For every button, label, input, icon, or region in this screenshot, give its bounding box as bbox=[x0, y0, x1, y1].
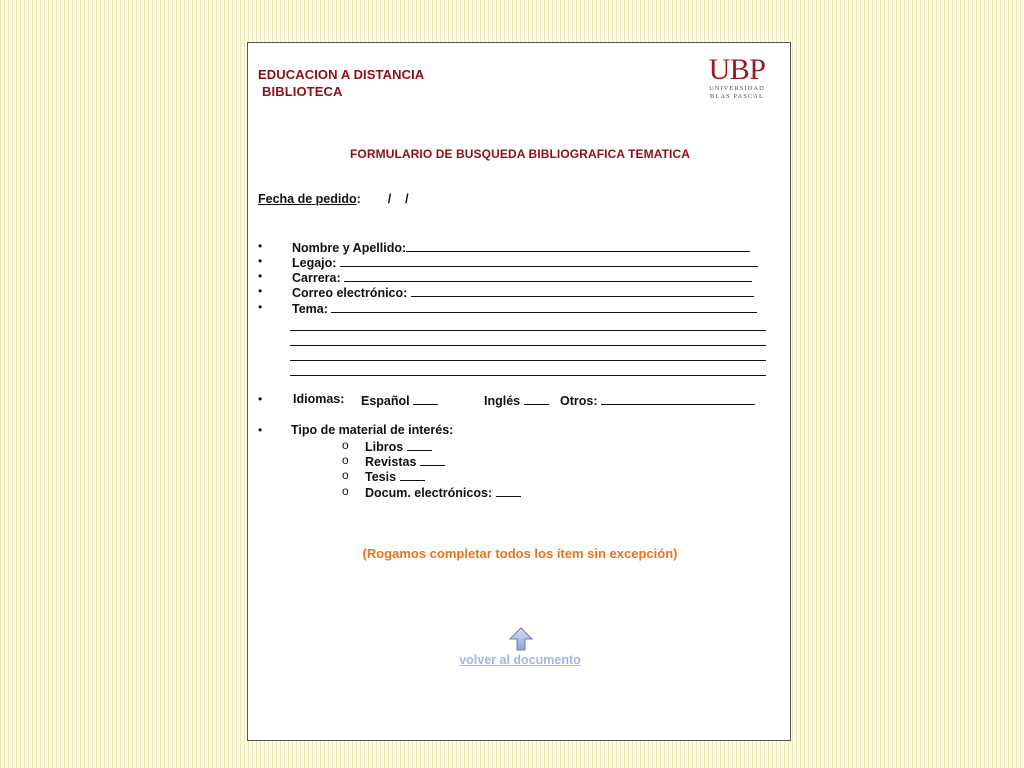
material-option-label: Docum. electrónicos: bbox=[365, 486, 493, 500]
material-option-blank[interactable] bbox=[407, 438, 432, 451]
field-nombre-blank[interactable] bbox=[406, 239, 750, 252]
header-subtitle: BIBLIOTECA bbox=[262, 84, 343, 99]
idiomas-otros-blank[interactable] bbox=[601, 392, 755, 405]
date-value: / / bbox=[387, 192, 409, 206]
idiomas-otros[interactable] bbox=[560, 392, 755, 409]
idiomas-ingles-label: Inglés bbox=[484, 394, 521, 408]
bullet-icon: • bbox=[258, 284, 263, 298]
bullet-icon: • bbox=[258, 300, 263, 314]
idiomas-otros-label: Otros: bbox=[560, 394, 598, 408]
header-title: EDUCACION A DISTANCIA bbox=[258, 67, 425, 82]
bullet-icon: • bbox=[258, 423, 263, 437]
idiomas-ingles-blank[interactable] bbox=[524, 392, 549, 405]
notice-text: (Rogamos completar todos los ítem sin excepción) bbox=[362, 546, 678, 561]
sub-bullet-icon: o bbox=[342, 438, 349, 452]
bullet-icon: • bbox=[258, 392, 263, 406]
logo-mark: UBP bbox=[708, 53, 766, 86]
sub-bullet-icon: o bbox=[342, 484, 349, 498]
date-colon: : bbox=[356, 192, 361, 206]
field-correo[interactable] bbox=[292, 284, 754, 301]
idiomas-espanol[interactable] bbox=[361, 392, 438, 409]
bullet-icon: • bbox=[258, 254, 263, 268]
sub-bullet-icon: o bbox=[342, 468, 349, 482]
field-correo-blank[interactable] bbox=[411, 284, 754, 297]
material-label: Tipo de material de interés: bbox=[291, 423, 454, 437]
date-label: Fecha de pedido bbox=[258, 192, 357, 206]
field-carrera-label: Carrera: bbox=[292, 271, 341, 285]
idiomas-espanol-blank[interactable] bbox=[413, 392, 438, 405]
field-carrera-blank[interactable] bbox=[344, 269, 752, 282]
field-tema-label: Tema: bbox=[292, 302, 328, 316]
field-correo-label: Correo electrónico: bbox=[292, 286, 408, 300]
logo-sub-2: BLAS PASCAL bbox=[710, 92, 764, 100]
material-option-docum[interactable] bbox=[365, 484, 521, 501]
arrow-up-icon[interactable] bbox=[509, 627, 533, 651]
back-to-document-link[interactable]: volver al documento bbox=[459, 653, 581, 667]
bullet-icon: • bbox=[258, 269, 263, 283]
material-option-blank[interactable] bbox=[400, 468, 425, 481]
sub-bullet-icon: o bbox=[342, 453, 349, 467]
date-row bbox=[258, 192, 409, 207]
idiomas-label: Idiomas: bbox=[293, 392, 345, 406]
idiomas-ingles[interactable] bbox=[484, 392, 549, 409]
field-tema[interactable] bbox=[292, 300, 757, 317]
field-tema-blank[interactable] bbox=[331, 300, 757, 313]
tema-line[interactable] bbox=[290, 330, 766, 331]
form-page bbox=[247, 42, 791, 741]
tema-line[interactable] bbox=[290, 360, 766, 361]
material-option-blank[interactable] bbox=[420, 453, 445, 466]
logo-sub-1: UNIVERSIDAD bbox=[709, 85, 765, 92]
bullet-icon: • bbox=[258, 239, 263, 253]
material-option-blank[interactable] bbox=[496, 484, 521, 497]
material-option-label: Revistas bbox=[365, 455, 417, 469]
form-title: FORMULARIO DE BUSQUEDA BIBLIOGRAFICA TEMATICA bbox=[349, 147, 691, 161]
material-option-tesis[interactable] bbox=[365, 468, 425, 485]
material-option-label: Tesis bbox=[365, 470, 397, 484]
tema-line[interactable] bbox=[290, 345, 766, 346]
tema-line[interactable] bbox=[290, 375, 766, 376]
idiomas-espanol-label: Español bbox=[361, 394, 410, 408]
ubp-logo bbox=[706, 55, 768, 100]
material-option-label: Libros bbox=[365, 440, 404, 454]
field-legajo-label: Legajo: bbox=[292, 256, 337, 270]
field-legajo-blank[interactable] bbox=[340, 254, 758, 267]
field-nombre-label: Nombre y Apellido: bbox=[292, 241, 407, 255]
